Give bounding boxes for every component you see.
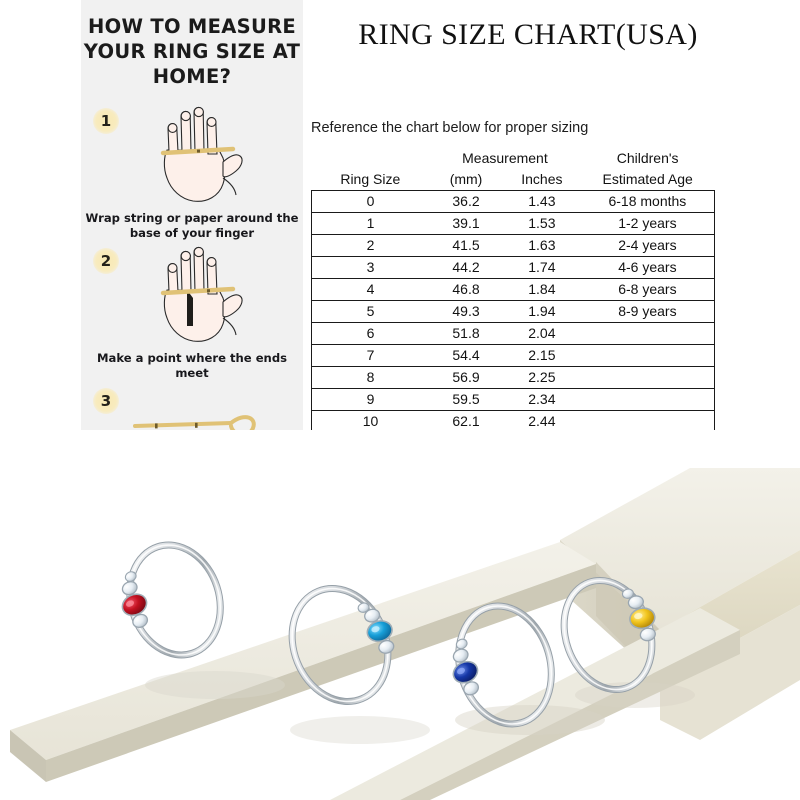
cell-age: 1-2 years — [581, 213, 715, 235]
cell-ring-size: 8 — [312, 367, 430, 389]
cell-inches: 2.04 — [503, 323, 581, 345]
cell-age: 2-4 years — [581, 235, 715, 257]
cell-age: 4-6 years — [581, 257, 715, 279]
cell-ring-size: 5 — [312, 301, 430, 323]
header-childrens: Children's — [616, 150, 679, 166]
table-row — [312, 389, 715, 411]
ring-product-photo — [0, 430, 800, 800]
table-row — [312, 235, 715, 257]
cell-age — [581, 323, 715, 345]
cell-inches: 1.53 — [503, 213, 581, 235]
cell-age: 8-9 years — [581, 301, 715, 323]
cell-ring-size: 10 — [312, 411, 430, 433]
page-title: RING SIZE CHART(USA) — [358, 18, 698, 51]
cell-mm: 54.4 — [429, 345, 503, 367]
cell-mm: 49.3 — [429, 301, 503, 323]
table-row — [312, 323, 715, 345]
cell-age — [581, 367, 715, 389]
table-body — [312, 191, 715, 433]
cell-inches: 1.63 — [503, 235, 581, 257]
cell-ring-size: 2 — [312, 235, 430, 257]
cell-ring-size: 3 — [312, 257, 430, 279]
table-row — [312, 279, 715, 301]
cell-ring-size: 9 — [312, 389, 430, 411]
cell-age: 6-8 years — [581, 279, 715, 301]
step-2-badge: 2 — [93, 248, 119, 274]
cell-inches: 2.44 — [503, 411, 581, 433]
table-row — [312, 345, 715, 367]
cell-mm: 41.5 — [429, 235, 503, 257]
table-row — [312, 213, 715, 235]
cell-mm: 59.5 — [429, 389, 503, 411]
cell-mm: 51.8 — [429, 323, 503, 345]
header-mm: (mm) — [449, 171, 483, 187]
cell-inches: 1.43 — [503, 191, 581, 213]
header-ring-size: Ring Size — [340, 171, 401, 187]
chart-subtitle: Reference the chart below for proper sizing — [311, 120, 589, 136]
cell-inches: 2.25 — [503, 367, 581, 389]
cell-ring-size: 1 — [312, 213, 430, 235]
table-row — [312, 191, 715, 213]
photo-svg — [0, 430, 800, 800]
header-measurement: Measurement — [462, 150, 548, 166]
step-1-badge: 1 — [93, 108, 119, 134]
hand-with-string-icon — [137, 106, 249, 211]
table-header — [312, 148, 715, 191]
cell-ring-size: 4 — [312, 279, 430, 301]
header-estimated-age: Estimated Age — [602, 171, 693, 187]
step-3-badge: 3 — [93, 388, 119, 414]
cell-ring-size: 6 — [312, 323, 430, 345]
cell-mm: 36.2 — [429, 191, 503, 213]
table-row — [312, 257, 715, 279]
cell-mm: 44.2 — [429, 257, 503, 279]
table-row — [312, 367, 715, 389]
cell-mm: 39.1 — [429, 213, 503, 235]
cell-inches: 2.34 — [503, 389, 581, 411]
table-header-row-top — [312, 148, 715, 169]
cell-inches: 1.94 — [503, 301, 581, 323]
cell-mm: 46.8 — [429, 279, 503, 301]
cell-mm: 62.1 — [429, 411, 503, 433]
cell-inches: 1.74 — [503, 257, 581, 279]
table-row — [312, 301, 715, 323]
table-header-row-bottom — [312, 169, 715, 191]
cell-age — [581, 389, 715, 411]
ring-size-table — [311, 148, 715, 433]
cell-age — [581, 345, 715, 367]
cell-inches: 1.84 — [503, 279, 581, 301]
cell-ring-size: 0 — [312, 191, 430, 213]
header-inches: Inches — [521, 171, 563, 187]
hand-with-marker-icon — [137, 246, 249, 351]
step-2-caption: Make a point where the ends meet — [96, 351, 288, 380]
how-to-measure-title: HOW TO MEASURE YOUR RING SIZE AT HOME? — [83, 15, 301, 88]
cell-ring-size: 7 — [312, 345, 430, 367]
step-1-caption: Wrap string or paper around the base of your finger — [85, 211, 299, 240]
cell-age: 6-18 months — [581, 191, 715, 213]
cell-mm: 56.9 — [429, 367, 503, 389]
header-spacer — [312, 148, 430, 169]
cell-inches: 2.15 — [503, 345, 581, 367]
